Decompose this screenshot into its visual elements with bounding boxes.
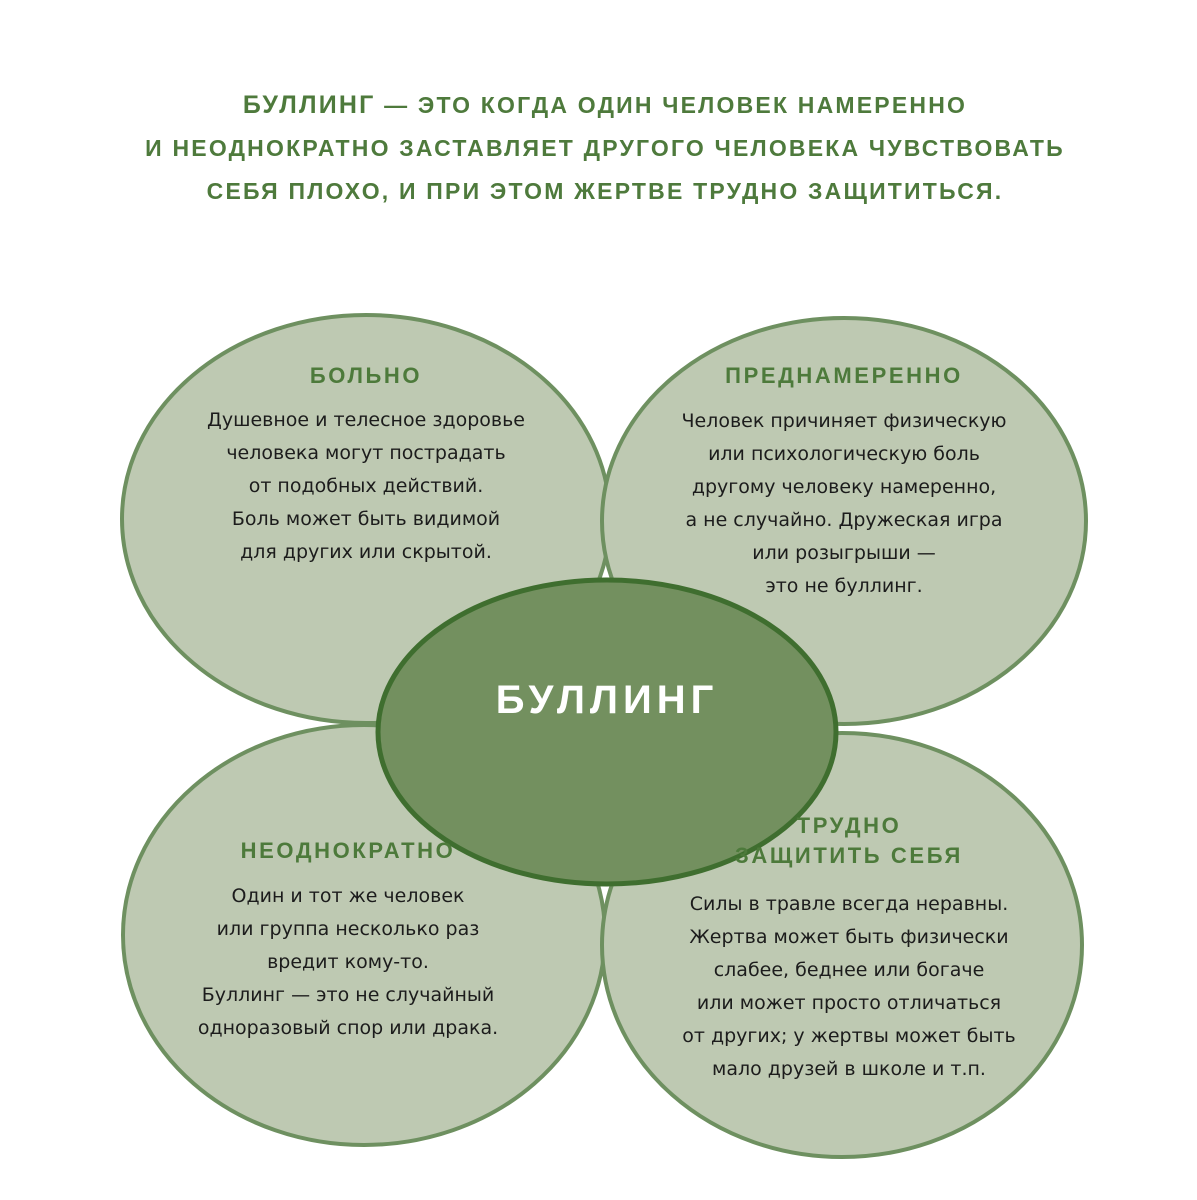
definition-line-2: И НЕОДНОКРАТНО ЗАСТАВЛЯЕТ ДРУГОГО ЧЕЛОВЕКА ЧУВСТВОВАТЬ xyxy=(145,135,1065,161)
bubble-line: или может просто отличаться xyxy=(696,992,1002,1014)
bubble-line: Буллинг — это не случайный xyxy=(201,984,495,1006)
definition-line-3: СЕБЯ ПЛОХО, И ПРИ ЭТОМ ЖЕРТВЕ ТРУДНО ЗАЩИТИТЬСЯ. xyxy=(206,178,1004,204)
center-label: БУЛЛИНГ xyxy=(495,678,719,722)
bubble-title-prednamerenno: ПРЕДНАМЕРЕННО xyxy=(725,363,963,388)
bubble-line: Жертва может быть физически xyxy=(689,926,1009,948)
bubble-title-trudno-line-2: ЗАЩИТИТЬ СЕБЯ xyxy=(735,843,963,868)
bubble-title-neodnokratno: НЕОДНОКРАТНО xyxy=(240,838,456,863)
bubble-line: а не случайно. Дружеская игра xyxy=(685,509,1003,531)
bubble-line: одноразовый спор или драка. xyxy=(197,1017,499,1039)
bubble-text-trudno xyxy=(649,888,1049,1086)
bubble-title-trudno-line-1: ТРУДНО xyxy=(796,813,902,838)
definition-term: БУЛЛИНГ xyxy=(242,91,376,119)
bubble-line: вредит кому-то. xyxy=(267,951,429,973)
bubble-line: или группа несколько раз xyxy=(216,918,480,940)
definition-line-1-rest: — ЭТО КОГДА ОДИН ЧЕЛОВЕК НАМЕРЕННО xyxy=(375,92,968,118)
bubble-line: или психологическую боль xyxy=(708,443,980,465)
bubble-line: мало друзей в школе и т.п. xyxy=(712,1058,986,1080)
bubble-line: от других; у жертвы может быть xyxy=(682,1025,1016,1047)
bubble-text-prednamerenno xyxy=(644,405,1044,603)
bubble-title-trudno xyxy=(649,811,1049,871)
bubble-line: Силы в травле всегда неравны. xyxy=(689,893,1009,915)
bubble-line: Человек причиняет физическую xyxy=(681,410,1007,432)
bubble-line: человека могут пострадать xyxy=(226,442,506,464)
bubble-line: слабее, беднее или богаче xyxy=(713,959,985,981)
bubble-line: или розыгрыши — xyxy=(752,542,936,564)
bubble-line: Боль может быть видимой xyxy=(231,508,501,530)
bubble-text-bolno xyxy=(166,404,566,569)
bubble-line: от подобных действий. xyxy=(248,475,484,497)
bubble-line: Один и тот же человек xyxy=(231,885,465,907)
bubble-line: для других или скрытой. xyxy=(240,541,492,563)
bubble-title-bolno: БОЛЬНО xyxy=(309,363,423,388)
bubble-line: это не буллинг. xyxy=(765,575,923,597)
bubble-line: Душевное и телесное здоровье xyxy=(207,409,525,431)
bubble-line: другому человеку намеренно, xyxy=(691,476,997,498)
bubble-text-neodnokratno xyxy=(148,880,548,1045)
